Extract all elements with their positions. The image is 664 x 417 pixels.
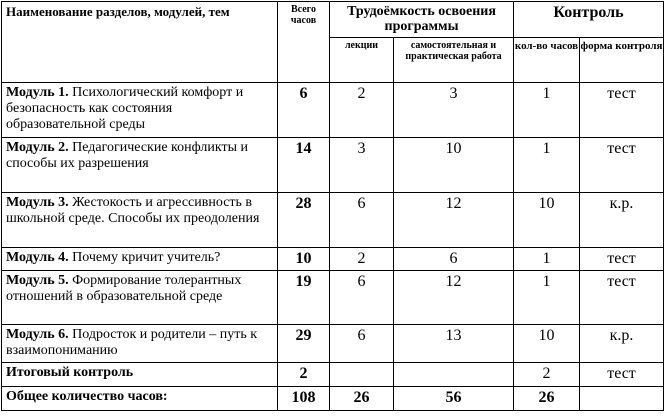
cell-lectures: 2 (330, 248, 394, 271)
grand-total-ctrl-hours: 26 (514, 387, 580, 411)
grand-total-practice: 56 (394, 387, 514, 411)
cell-ctrl-hours: 1 (514, 248, 580, 271)
module-title: Почему кричит учитель? (68, 250, 221, 265)
module-number: Модуль 4. (6, 250, 69, 265)
module-name (2, 271, 278, 325)
grand-total-ctrl-form (580, 387, 664, 411)
header-lectures: лекции (330, 38, 394, 83)
cell-practice: 10 (394, 138, 514, 193)
module-number: Модуль 3. (6, 195, 69, 210)
module-title: Подросток и родители – путь к взаимопониманию (6, 327, 258, 358)
table-row (2, 193, 664, 248)
module-title: Формирование толерантных отношений в образовательной среде (6, 273, 242, 304)
cell-total: 14 (278, 138, 330, 193)
grand-total-label: Общее количество часов: (2, 387, 278, 411)
cell-total: 19 (278, 271, 330, 325)
grand-total-lectures: 26 (330, 387, 394, 411)
cell-total: 28 (278, 193, 330, 248)
curriculum-table (1, 1, 664, 411)
module-name (2, 248, 278, 271)
cell-ctrl-hours: 1 (514, 271, 580, 325)
cell-ctrl-hours: 10 (514, 325, 580, 363)
header-control: Контроль (514, 2, 664, 38)
header-labor: Трудоёмкость освоения программы (330, 2, 514, 38)
header-total-hours: Всего часов (278, 2, 330, 83)
cell-ctrl-form: тест (580, 83, 664, 138)
header-sections: Наименование разделов, модулей, тем (2, 2, 278, 83)
table-row (2, 138, 664, 193)
cell-practice: 12 (394, 193, 514, 248)
module-name (2, 325, 278, 363)
cell-ctrl-form: тест (580, 271, 664, 325)
module-title: Психологический комфорт и безопасность как состояния образовательной среды (6, 85, 244, 132)
cell-practice: 13 (394, 325, 514, 363)
cell-total: 10 (278, 248, 330, 271)
final-control-lectures (330, 363, 394, 387)
cell-ctrl-hours: 1 (514, 83, 580, 138)
table-row (2, 271, 664, 325)
module-title: Жестокость и агрессивность в школьной среде. Способы их преодоления (6, 195, 260, 226)
cell-lectures: 6 (330, 271, 394, 325)
header-independent: самостоятельная и практическая работа (394, 38, 514, 83)
module-number: Модуль 2. (6, 140, 69, 155)
module-number: Модуль 5. (6, 273, 69, 288)
module-name (2, 138, 278, 193)
header-ctrl-hours: кол-во часов (514, 38, 580, 83)
module-title: Педагогические конфликты и способы их разрешения (6, 140, 248, 171)
table-row (2, 325, 664, 363)
cell-lectures: 2 (330, 83, 394, 138)
final-control-practice (394, 363, 514, 387)
final-control-row (2, 363, 664, 387)
cell-ctrl-form: тест (580, 138, 664, 193)
table-row (2, 248, 664, 271)
cell-lectures: 3 (330, 138, 394, 193)
cell-lectures: 6 (330, 325, 394, 363)
cell-ctrl-form: к.р. (580, 193, 664, 248)
cell-ctrl-form: тест (580, 248, 664, 271)
final-control-total: 2 (278, 363, 330, 387)
final-control-ctrl-form: тест (580, 363, 664, 387)
final-control-label: Итоговый контроль (2, 363, 278, 387)
cell-total: 29 (278, 325, 330, 363)
cell-lectures: 6 (330, 193, 394, 248)
cell-ctrl-form: к.р. (580, 325, 664, 363)
header-ctrl-form: форма контроля (580, 38, 664, 83)
module-name (2, 83, 278, 138)
cell-ctrl-hours: 10 (514, 193, 580, 248)
final-control-ctrl-hours: 2 (514, 363, 580, 387)
cell-practice: 3 (394, 83, 514, 138)
module-number: Модуль 6. (6, 327, 69, 342)
cell-practice: 12 (394, 271, 514, 325)
cell-ctrl-hours: 1 (514, 138, 580, 193)
grand-total-row (2, 387, 664, 411)
table-row (2, 83, 664, 138)
cell-total: 6 (278, 83, 330, 138)
grand-total-total: 108 (278, 387, 330, 411)
module-number: Модуль 1. (6, 85, 69, 100)
header-row-top (2, 2, 664, 38)
cell-practice: 6 (394, 248, 514, 271)
module-name (2, 193, 278, 248)
